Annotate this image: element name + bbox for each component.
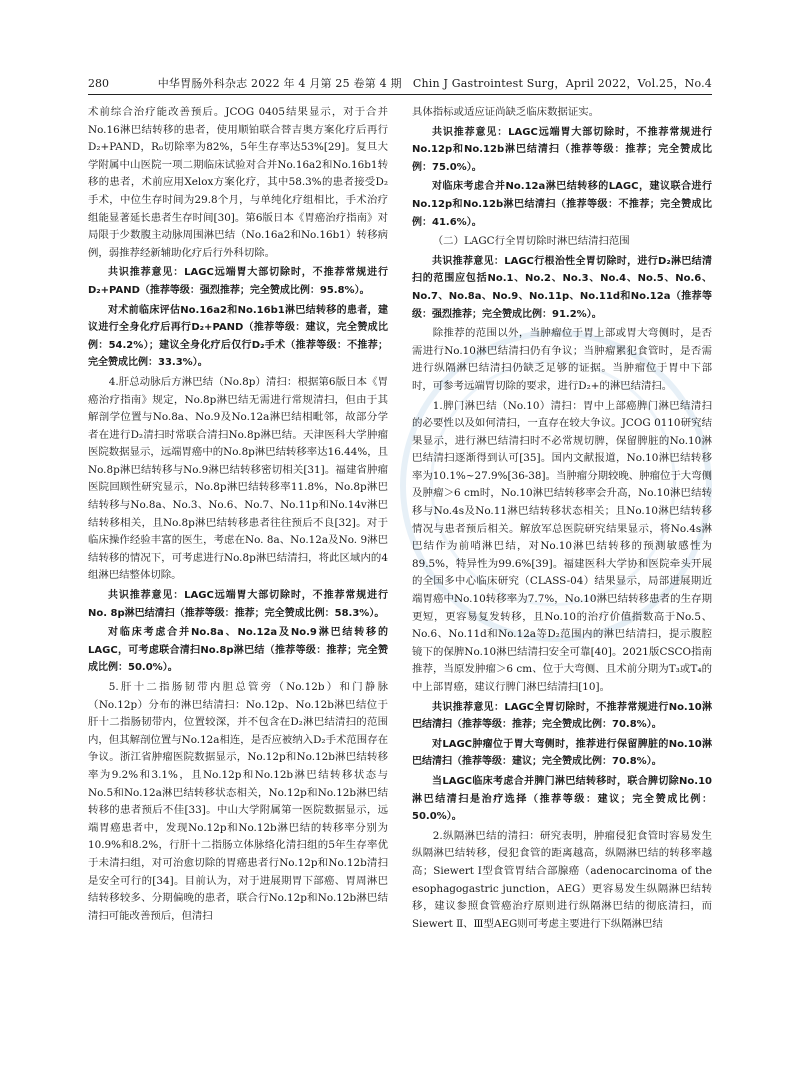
recommendation-paragraph: 对LAGC肿瘤位于胃大弯侧时，推荐进行保留脾脏的No.10淋巴结清扫（推荐等级：建议；完全赞成比例：70.8%）。	[412, 738, 712, 768]
body-paragraph: 2.纵隔淋巴结的清扫：研究表明，肿瘤侵犯食管时容易发生纵隔淋巴结转移，侵犯食管的距离越高，纵隔淋巴结的转移率越高；Siewert Ⅰ型食管胃结合部腺癌（adenocarcinoma of the esophagogastric junction，AEG）更容易发生纵隔淋巴结转移，建议参照食管癌治疗原则进行纵隔淋巴结的彻底清扫，而Siewert Ⅱ、Ⅲ型AEG则可考虑主要进行下纵隔淋巴结	[412, 829, 712, 930]
recommendation-paragraph: 对临床考虑合并No.8a、No.12a及No.9淋巴结转移的LAGC，可考虑联合清扫No.8p淋巴结（推荐等级：推荐；完全赞成比例：50.0%）。	[88, 627, 388, 674]
body-paragraph: 4.肝总动脉后方淋巴结（No.8p）清扫：根据第6版日本《胃癌治疗指南》规定，No.8p淋巴结无需进行常规清扫，但由于其解剖学位置与No.8a、No.9及No.12a淋巴结相毗邻，故部分学者在进行D₂清扫时常联合清扫No.8p淋巴结。天津医科大学肿瘤医院数据显示，远端胃癌中的No.8p淋巴结转移率达16.44%，且No.8p淋巴结转移与No.9淋巴结转移密切相关[31]。福建省肿瘤医院回顾性研究显示，No.8p淋巴结转移率11.8%，No.8p淋巴结转移与No.8a、No.3、No.6、No.7、No.11p和No.14v淋巴结转移相关，且No.8p淋巴结转移患者往往预后不良[32]。对于临床操作经验丰富的医生，考虑在No. 8a、No.12a及No. 9淋巴结转移的情况下，可考虑进行No.8p淋巴结清扫，将此区域内的4组淋巴结整体切除。	[88, 375, 388, 582]
section-subheading: （二）LAGC行全胃切除时淋巴结清扫范围	[432, 235, 630, 248]
recommendation-paragraph: 当LAGC临床考虑合并脾门淋巴结转移时，联合脾切除No.10淋巴结清扫是治疗选择（推荐等级：建议；完全赞成比例：50.0%）。	[412, 775, 712, 823]
recommendation-paragraph: 对术前临床评估No.16a2和No.16b1淋巴结转移的患者，建议进行全身化疗后再行D₂+PAND（推荐等级：建议，完全赞成比例：54.2%）；建议全身化疗后仅行D₂手术（推荐等级：不推荐；完全赞成比例：33.3%）。	[88, 304, 388, 369]
recommendation-paragraph: 共识推荐意见：LAGC行根治性全胃切除时，进行D₂淋巴结清扫的范围应包括No.1、No.2、No.3、No.4、No.5、No.6、No.7、No.8a、No.9、No.11p、No.11d和No.12a（推荐等级：强烈推荐；完全赞成比例：91.2%）。	[412, 255, 712, 320]
running-header	[88, 76, 712, 95]
body-paragraph: 5.肝十二指肠韧带内胆总管旁（No.12b）和门静脉（No.12p）分布的淋巴结清扫：No.12p、No.12b淋巴结位于肝十二指肠韧带内，位置较深，并不包含在D₂淋巴结清扫的范围内，但其解剖位置与No.12a相连，是否应被纳入D₂手术范围存在争议。浙江省肿瘤医院数据显示，No.12p和No.12b淋巴结转移率为9.2%和3.1%，且No.12p和No.12b淋巴结转移状态与No.5和No.12a淋巴结转移状态相关，No.12p和No.12b淋巴结转移的患者预后不佳[33]。中山大学附属第一医院数据显示，远端胃癌患者中，发现No.12p和No.12b淋巴结的转移率分别为10.9%和8.2%，行肝十二指肠立体脉络化清扫组的5年生存率优于未清扫组，对可治愈切除的胃癌患者行No.12p和No.12b清扫是安全可行的[34]。目前认为，对于进展期胃下部癌、胃周淋巴结转移较多、分期偏晚的患者，联合行No.12p和No.12b淋巴结清扫可能改善预后，但清扫	[88, 681, 388, 922]
body-paragraph: 1.脾门淋巴结（No.10）清扫：胃中上部癌脾门淋巴结清扫的必要性以及如何清扫，一直存在较大争议。JCOG 0110研究结果显示，进行淋巴结清扫时不必常规切脾，保留脾脏的No.10淋巴结清扫逐渐得到认可[35]。国内文献报道，No.10淋巴结转移率为10.1%~27.9%[36-38]。当肿瘤分期较晚、肿瘤位于大弯侧及肿瘤＞6 cm时，No.10淋巴结转移率会升高，No.10淋巴结转移与No.4s及No.11淋巴结转移状态相关；且No.10淋巴结转移情况与患者预后相关。解放军总医院研究结果显示，将No.4s淋巴结作为前哨淋巴结，对No.10淋巴结转移的预测敏感性为89.5%，特异性为99.6%[39]。福建医科大学协和医院牵头开展的全国多中心临床研究（CLASS-04）结果显示，局部进展期近端胃癌中No.10转移率为7.7%，No.10淋巴结转移患者的生存期更短，更容易复发转移，且No.10的治疗价值指数高于No.5、No.6、No.11d和No.12a等D₂范围内的淋巴结清扫，提示腹腔镜下的保脾No.10淋巴结清扫安全可靠[40]。2021版CSCO指南推荐，当原发肿瘤＞6 cm、位于大弯侧、且术前分期为T₃或T₄的中上部胃癌，建议行脾门淋巴结清扫[10]。	[412, 399, 712, 693]
body-paragraph: 除推荐的范围以外，当肿瘤位于胃上部或胃大弯侧时，是否需进行No.10淋巴结清扫仍有争议；当肿瘤累犯食管时，是否需进行纵隔淋巴结清扫仍缺乏足够的证据。当肿瘤位于胃中下部时，可参考远端胃切除的要求，进行D₂+的淋巴结清扫。	[412, 327, 712, 392]
recommendation-paragraph: 共识推荐意见：LAGC全胃切除时，不推荐常规进行No.10淋巴结清扫（推荐等级：推荐；完全赞成比例：70.8%）。	[412, 701, 712, 731]
recommendation-paragraph: 共识推荐意见：LAGC远端胃大部切除时，不推荐常规进行 D₂+PAND（推荐等级：强烈推荐；完全赞成比例：95.8%）。	[88, 267, 388, 296]
recommendation-paragraph: 共识推荐意见：LAGC远端胃大部切除时，不推荐常规进行No.12p和No.12b淋巴结清扫（推荐等级：推荐；完全赞成比例：75.0%）。	[412, 126, 712, 173]
body-paragraph: 具体指标或适应证尚缺乏临床数据证实。	[412, 106, 600, 118]
page-number: 280	[88, 77, 109, 90]
body-paragraph: 术前综合治疗能改善预后。JCOG 0405结果显示，对于合并No.16淋巴结转移的患者，使用顺铂联合替吉奥方案化疗后再行D₂+PAND，R₀切除率为82%，5年生存率达53%[29]。复旦大学附属中山医院一项二期临床试验对合并No.16a2和No.16b1转移的患者，术前应用Xelox方案化疗，其中58.3%的患者接受D₂手术，中位生存时间为29.8个月，与单纯化疗组相比，手术治疗组能显著延长患者生存时间[30]。第6版日本《胃癌治疗指南》对局限于少数腹主动脉周围淋巴结（No.16a2和No.16b1）转移病例，弱推荐经新辅助化疗后行外科切除。	[88, 106, 388, 259]
left-column	[88, 104, 388, 1047]
recommendation-paragraph: 对临床考虑合并No.12a淋巴结转移的LAGC，建议联合进行No.12p和No.12b淋巴结清扫（推荐等级：不推荐；完全赞成比例：41.6%）。	[412, 181, 712, 228]
recommendation-paragraph: 共识推荐意见：LAGC远端胃大部切除时，不推荐常规进行 No. 8p淋巴结清扫（推荐等级：推荐；完全赞成比例：58.3%）。	[88, 590, 388, 619]
right-column	[412, 104, 712, 1047]
journal-citation: 中华胃肠外科杂志 2022 年 4 月第 25 卷第 4 期 Chin J Gastrointest Surg，April 2022，Vol.25，No.4	[157, 77, 712, 90]
